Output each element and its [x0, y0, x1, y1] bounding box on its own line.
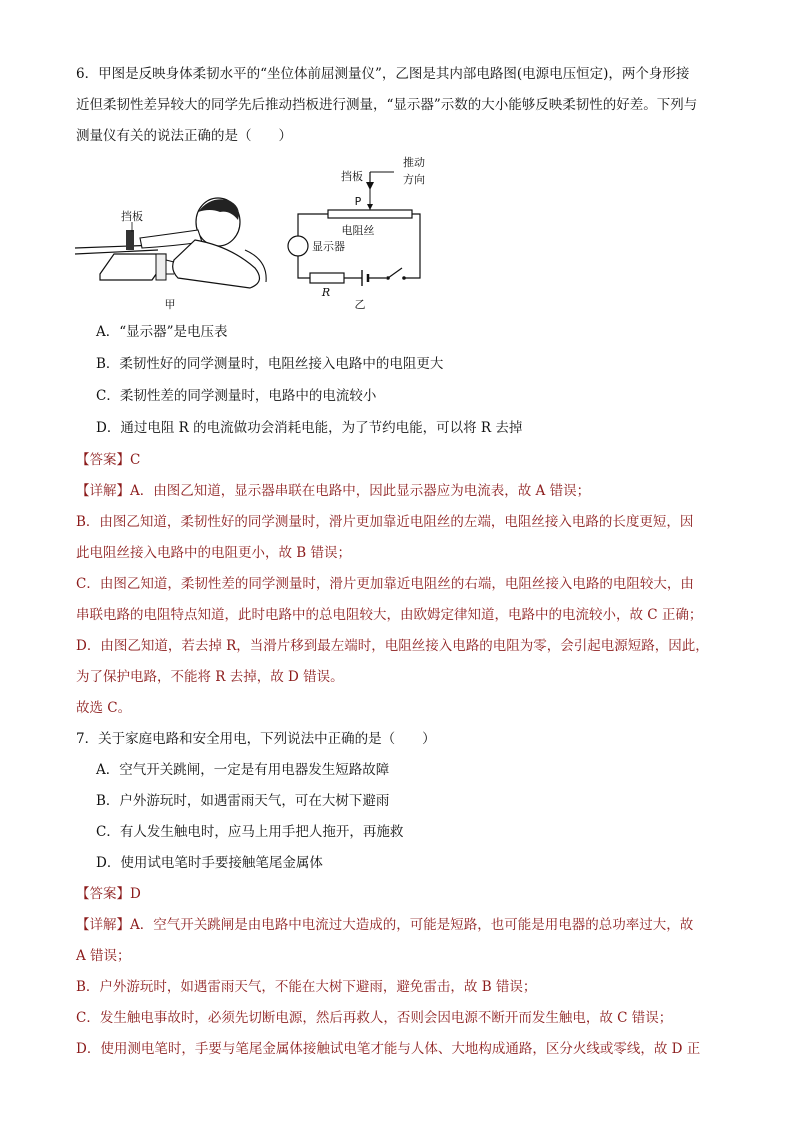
q6-detail-line-2: B．由图乙知道，柔韧性好的同学测量时，滑片更加靠近电阻丝的左端，电阻丝接入电路的长度更短，因	[76, 514, 694, 530]
yi-caption: 乙	[354, 298, 366, 311]
baffle-plate	[126, 230, 134, 250]
q7-detail-line-4: C．发生触电事故时，必须先切断电源，然后再救人，否则会因电源不断开而发生触电，故 C 错误；	[76, 1010, 673, 1026]
jia-caption: 甲	[164, 298, 176, 311]
q6-figure	[70, 150, 440, 320]
q6-option-c: C．柔韧性差的同学测量时，电路中的电流较小	[96, 388, 377, 404]
yi-baffle-label: 挡板	[341, 170, 363, 183]
resistor-wire	[328, 210, 412, 218]
slider-arrow	[367, 204, 373, 210]
q7-answer: 【答案】D	[76, 886, 141, 902]
q6-stem-line-3: 测量仪有关的说法正确的是（ ）	[76, 128, 292, 144]
q7-detail-line-1: 【详解】A．空气开关跳闸是由电路中电流过大造成的，可能是短路，也可能是用电器的总功率过大，故	[76, 917, 694, 933]
push-direction-line-2: 方向	[403, 173, 425, 186]
q7-detail-line-5: D．使用测电笔时，手要与笔尾金属体接触试电笔才能与人体、大地构成通路，区分火线或零线，故 D 正	[76, 1041, 701, 1057]
q7-option-b: B．户外游玩时，如遇雷雨天气，可在大树下避雨	[96, 793, 390, 809]
push-direction-line-1: 推动	[403, 156, 425, 169]
q7-option-a: A．空气开关跳闸，一定是有用电器发生短路故障	[96, 762, 390, 778]
q6-option-b: B．柔韧性好的同学测量时，电阻丝接入电路中的电阻更大	[96, 356, 444, 372]
q6-detail-line-7: 为了保护电路，不能将 R 去掉，故 D 错误。	[76, 669, 344, 685]
q6-stem-line-2: 近但柔韧性差异较大的同学先后推动挡板进行测量，“显示器”示数的大小能够反映柔韧性的好差。下列与	[76, 97, 698, 113]
display-meter	[288, 236, 308, 256]
q6-detail-line-6: D．由图乙知道，若去掉 R，当滑片移到最左端时，电阻丝接入电路的电阻为零，会引起电源短路，因此，	[76, 638, 709, 654]
figure-jia	[75, 198, 266, 311]
resistor-r-label: R	[321, 286, 331, 299]
q7-stem: 7．关于家庭电路和安全用电，下列说法中正确的是（ ）	[76, 731, 436, 747]
q7-detail-line-2: A 错误；	[76, 948, 131, 964]
q7-option-c: C．有人发生触电时，应马上用手把人拖开，再施救	[96, 824, 404, 840]
q6-option-a: A．“显示器”是电压表	[96, 324, 228, 340]
resistor-r	[310, 273, 344, 283]
q6-detail-line-1: 【详解】A．由图乙知道，显示器串联在电路中，因此显示器应为电流表，故 A 错误；	[76, 483, 591, 499]
figure-yi	[288, 155, 425, 311]
slider-p-label: P	[354, 195, 362, 208]
q6-answer: 【答案】C	[76, 452, 141, 468]
q6-option-d: D．通过电阻 R 的电流做功会消耗电能，为了节约电能，可以将 R 去掉	[96, 420, 523, 436]
q7-option-d: D．使用试电笔时手要接触笔尾金属体	[96, 855, 323, 871]
resistor-wire-label: 电阻丝	[341, 224, 375, 237]
q6-stem-line-1: 6．甲图是反映身体柔韧水平的“坐位体前屈测量仪”，乙图是其内部电路图(电源电压恒定)，两个身形接	[76, 66, 690, 82]
q6-detail-line-4: C．由图乙知道，柔韧性差的同学测量时，滑片更加靠近电阻丝的右端，电阻丝接入电路的电阻较大，由	[76, 576, 694, 592]
q6-detail-line-5: 串联电路的电阻特点知道，此时电路中的总电阻较大，由欧姆定律知道，电路中的电流较小，故 C 正确；	[76, 607, 703, 623]
q6-detail-line-3: 此电阻丝接入电路中的电阻更小，故 B 错误；	[76, 545, 352, 561]
switch	[388, 268, 402, 278]
q6-figure-svg	[70, 150, 440, 320]
display-label: 显示器	[312, 240, 345, 253]
jia-baffle-label: 挡板	[121, 210, 143, 223]
q6-conclusion: 故选 C。	[76, 700, 132, 716]
q7-detail-line-3: B．户外游玩时，如遇雷雨天气，不能在大树下避雨，避免雷击，故 B 错误；	[76, 979, 537, 995]
